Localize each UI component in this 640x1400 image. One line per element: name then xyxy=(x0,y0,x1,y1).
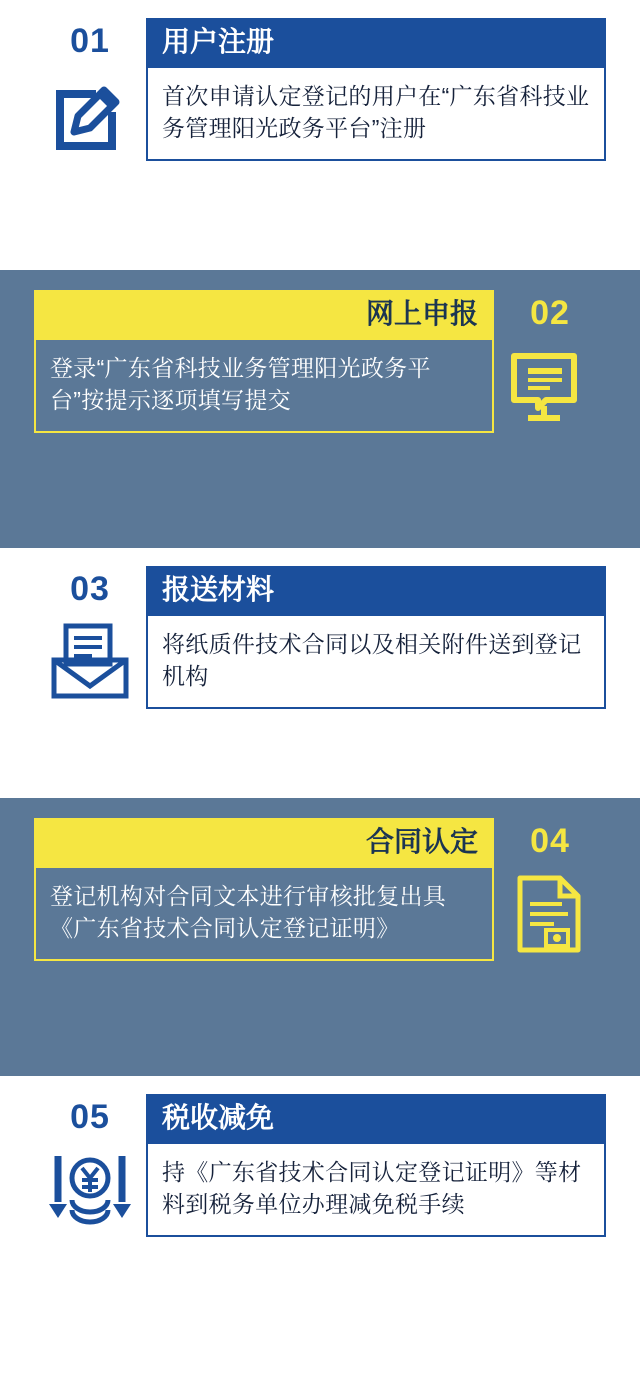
step-03-title: 报送材料 xyxy=(148,566,604,616)
step-05-side xyxy=(34,1094,146,1234)
step-05-body: 持《广东省技术合同认定登记证明》等材料到税务单位办理减免税手续 xyxy=(162,1158,582,1218)
envelope-document-icon xyxy=(46,618,134,706)
step-01-number: 01 xyxy=(70,22,110,60)
step-01-card xyxy=(146,18,606,161)
step-02-card xyxy=(34,290,494,433)
step-03-number: 03 xyxy=(70,570,110,608)
monitor-form-icon xyxy=(506,342,594,430)
step-02-number: 02 xyxy=(530,294,570,332)
step-03-body: 将纸质件技术合同以及相关附件送到登记机构 xyxy=(162,630,582,690)
step-04-card xyxy=(34,818,494,961)
step-03 xyxy=(0,548,640,798)
certificate-document-icon xyxy=(506,870,594,958)
step-01-title: 用户注册 xyxy=(148,18,604,68)
step-04-number: 04 xyxy=(530,822,570,860)
step-01 xyxy=(0,0,640,270)
step-05 xyxy=(0,1076,640,1346)
step-04 xyxy=(0,798,640,1076)
pencil-square-icon xyxy=(46,70,134,158)
step-04-body: 登记机构对合同文本进行审核批复出具《广东省技术合同认定登记证明》 xyxy=(50,882,447,942)
step-02-side xyxy=(494,290,606,430)
yen-coins-arrows-icon xyxy=(46,1146,134,1234)
step-01-body: 首次申请认定登记的用户在“广东省科技业务管理阳光政务平台”注册 xyxy=(162,82,590,142)
step-04-side xyxy=(494,818,606,958)
step-02-title: 网上申报 xyxy=(36,290,492,340)
step-05-number: 05 xyxy=(70,1098,110,1136)
step-02-body: 登录“广东省科技业务管理阳光政务平台”按提示逐项填写提交 xyxy=(50,354,431,414)
step-02 xyxy=(0,270,640,548)
step-01-side xyxy=(34,18,146,158)
step-05-card xyxy=(146,1094,606,1237)
step-04-title: 合同认定 xyxy=(36,818,492,868)
step-03-side xyxy=(34,566,146,706)
step-03-card xyxy=(146,566,606,709)
step-05-title: 税收减免 xyxy=(148,1094,604,1144)
